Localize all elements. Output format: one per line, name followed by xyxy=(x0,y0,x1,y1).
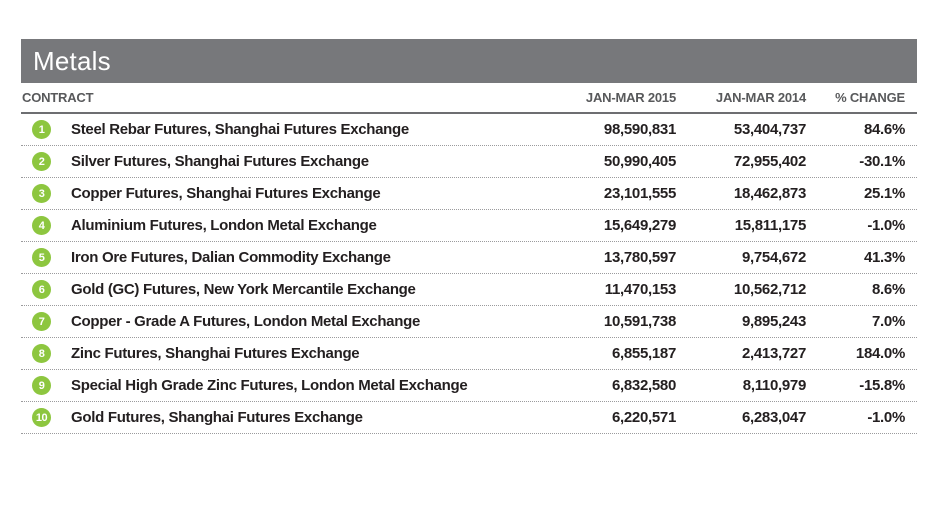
jan-mar-2014-cell: 15,811,175 xyxy=(734,217,806,234)
contract-cell: Copper Futures, Shanghai Futures Exchange xyxy=(71,185,381,202)
table-row xyxy=(21,402,917,434)
table-row xyxy=(21,242,917,274)
rank-badge xyxy=(32,152,51,171)
pct-change-cell: -1.0% xyxy=(867,217,905,234)
column-header-jan-mar-2015: JAN-MAR 2015 xyxy=(585,90,676,105)
pct-change-cell: 184.0% xyxy=(855,345,905,362)
jan-mar-2015-cell: 6,832,580 xyxy=(611,377,676,394)
contract-cell: Gold Futures, Shanghai Futures Exchange xyxy=(71,409,363,426)
rank-badge xyxy=(32,280,51,299)
column-header-jan-mar-2014: JAN-MAR 2014 xyxy=(715,90,806,105)
jan-mar-2015-cell: 6,855,187 xyxy=(611,345,676,362)
contract-cell: Copper - Grade A Futures, London Metal Exchange xyxy=(71,313,420,330)
rank-number: 10 xyxy=(35,411,48,424)
table-body xyxy=(21,114,917,434)
jan-mar-2015-cell: 10,591,738 xyxy=(603,313,676,330)
rank-badge xyxy=(32,376,51,395)
rank-number: 4 xyxy=(38,219,45,232)
contract-cell: Aluminium Futures, London Metal Exchange xyxy=(71,217,377,234)
jan-mar-2015-cell: 11,470,153 xyxy=(604,281,676,298)
jan-mar-2014-cell: 10,562,712 xyxy=(733,281,806,298)
table-row xyxy=(21,338,917,370)
rank-number: 2 xyxy=(38,155,45,168)
column-header-contract: CONTRACT xyxy=(22,90,94,105)
rank-number: 1 xyxy=(38,123,45,136)
contract-cell: Special High Grade Zinc Futures, London Metal Exchange xyxy=(71,377,468,394)
jan-mar-2014-cell: 9,754,672 xyxy=(741,249,806,266)
table-row xyxy=(21,178,917,210)
rank-number: 7 xyxy=(38,315,45,328)
contract-cell: Gold (GC) Futures, New York Mercantile Exchange xyxy=(71,281,416,298)
rank-badge xyxy=(32,120,51,139)
jan-mar-2015-cell: 23,101,555 xyxy=(603,185,676,202)
jan-mar-2014-cell: 9,895,243 xyxy=(741,313,806,330)
contract-cell: Iron Ore Futures, Dalian Commodity Exchange xyxy=(71,249,391,266)
rank-badge xyxy=(32,248,51,267)
table-row xyxy=(21,274,917,306)
table-row xyxy=(21,210,917,242)
table-row xyxy=(21,146,917,178)
jan-mar-2015-cell: 50,990,405 xyxy=(603,153,676,170)
metals-table xyxy=(21,39,917,434)
column-header-pct-change: % CHANGE xyxy=(835,90,905,105)
jan-mar-2015-cell: 15,649,279 xyxy=(603,217,676,234)
rank-number: 3 xyxy=(38,187,45,200)
rank-number: 8 xyxy=(38,347,45,360)
rank-number: 5 xyxy=(38,251,45,264)
jan-mar-2014-cell: 53,404,737 xyxy=(733,121,806,138)
rank-number: 6 xyxy=(38,283,45,296)
pct-change-cell: 8.6% xyxy=(872,281,905,298)
column-header-row xyxy=(21,83,917,114)
pct-change-cell: -30.1% xyxy=(859,153,905,170)
pct-change-cell: -1.0% xyxy=(867,409,905,426)
rank-badge xyxy=(32,408,51,427)
pct-change-cell: -15.8% xyxy=(859,377,905,394)
jan-mar-2014-cell: 72,955,402 xyxy=(733,153,806,170)
rank-badge xyxy=(32,344,51,363)
jan-mar-2015-cell: 98,590,831 xyxy=(603,121,676,138)
jan-mar-2015-cell: 13,780,597 xyxy=(603,249,676,266)
jan-mar-2015-cell: 6,220,571 xyxy=(611,409,676,426)
table-row xyxy=(21,370,917,402)
jan-mar-2014-cell: 8,110,979 xyxy=(742,377,806,394)
rank-badge xyxy=(32,184,51,203)
section-title: Metals xyxy=(33,45,111,76)
section-header xyxy=(21,39,917,83)
jan-mar-2014-cell: 6,283,047 xyxy=(741,409,806,426)
rank-badge xyxy=(32,216,51,235)
table-row xyxy=(21,114,917,146)
rank-badge xyxy=(32,312,51,331)
contract-cell: Steel Rebar Futures, Shanghai Futures Exchange xyxy=(71,121,409,138)
contract-cell: Silver Futures, Shanghai Futures Exchange xyxy=(71,153,369,170)
jan-mar-2014-cell: 2,413,727 xyxy=(741,345,806,362)
pct-change-cell: 84.6% xyxy=(863,121,905,138)
jan-mar-2014-cell: 18,462,873 xyxy=(733,185,806,202)
pct-change-cell: 7.0% xyxy=(872,313,905,330)
pct-change-cell: 25.1% xyxy=(863,185,905,202)
rank-number: 9 xyxy=(38,379,45,392)
contract-cell: Zinc Futures, Shanghai Futures Exchange xyxy=(71,345,360,362)
table-row xyxy=(21,306,917,338)
pct-change-cell: 41.3% xyxy=(863,249,905,266)
